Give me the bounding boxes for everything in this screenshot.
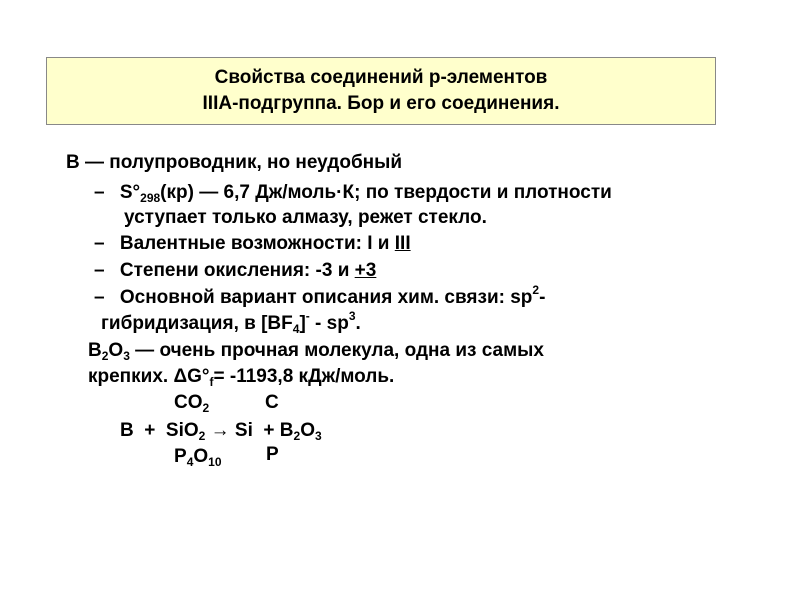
oxidation-text: Степени окисления: -3 и — [119, 260, 355, 281]
bonding-cont-a: гибридизация, в [BF — [101, 313, 293, 334]
bullet-valence — [94, 233, 411, 255]
reaction-mid-sub2: 2 — [293, 429, 301, 443]
reaction-mid-c: O — [300, 420, 315, 441]
bullet-dash: – — [94, 182, 105, 203]
bullet-dash: – — [94, 287, 105, 308]
b2o3-line2-b: = -1193,8 кДж/моль. — [213, 366, 395, 387]
bonding-cont-c: - sp — [309, 313, 349, 334]
reaction-top-left — [174, 392, 209, 414]
slide-title-line2: IIIA-подгруппа. Бор и его соединения. — [202, 93, 560, 114]
bonding-cont-d: . — [355, 313, 361, 334]
oxidation-value: +3 — [354, 260, 377, 281]
bonding-cont-sup2: 3 — [348, 309, 356, 323]
slide-title-box — [46, 57, 716, 125]
bullet-bonding — [94, 283, 546, 309]
bonding-sup: 2 — [532, 283, 540, 297]
reaction-main — [120, 420, 322, 442]
bullet-dash: – — [94, 260, 105, 281]
reaction-top-right: C — [265, 392, 279, 413]
reagent-p-a: P — [174, 446, 187, 467]
bullet-entropy — [94, 182, 612, 204]
reagent-p-b: O — [193, 446, 209, 467]
reaction-bottom-left — [174, 446, 222, 468]
b2o3-line2 — [88, 366, 394, 388]
b2o3-text: — очень прочная молекула, одна из самых — [129, 340, 544, 361]
valence-value: III — [394, 233, 411, 254]
b2o3-sub2: 3 — [123, 349, 130, 363]
reaction-mid-a: B + SiO — [120, 420, 199, 441]
b2o3-sub1: 2 — [101, 349, 109, 363]
bonding-cont-sub: 4 — [292, 322, 300, 336]
entropy-symbol: S° — [119, 182, 141, 203]
bonding-cont-sup: - — [305, 309, 310, 323]
entropy-sub: 298 — [140, 191, 161, 205]
entropy-text: (кр) — 6,7 Дж/моль·К; по твердости и плотности — [160, 182, 612, 203]
reagent-co2: CO — [174, 392, 203, 413]
reagent-p-sub1: 4 — [186, 455, 194, 469]
intro-line: B — полупроводник, но неудобный — [66, 152, 403, 173]
bullet-dash: – — [94, 233, 105, 254]
b2o3-mid: O — [108, 340, 124, 361]
bonding-cont-b: ] — [299, 313, 306, 334]
b2o3-line2-a: крепких. ΔG° — [88, 366, 210, 387]
bullet-bonding-cont — [101, 309, 361, 336]
reaction-bottom-right: P — [266, 444, 279, 465]
b2o3-pre: B — [88, 340, 102, 361]
slide-title-line1: Свойства соединений р-элементов — [214, 67, 548, 88]
reaction-mid-sub1: 2 — [198, 429, 206, 443]
reaction-mid-b: Si + B — [234, 420, 294, 441]
valence-text: Валентные возможности: I и — [119, 233, 395, 254]
bullet-entropy-cont: уступает только алмазу, режет стекло. — [124, 207, 487, 228]
b2o3-line — [88, 340, 544, 362]
reagent-p-sub2: 10 — [208, 455, 222, 469]
b2o3-line2-sub: f — [209, 375, 214, 389]
reagent-co2-sub: 2 — [202, 401, 210, 415]
reaction-arrow: → — [205, 420, 235, 441]
reaction-mid-sub3: 3 — [315, 429, 322, 443]
bonding-tail: - — [539, 287, 546, 308]
bullet-oxidation — [94, 260, 376, 282]
bonding-text: Основной вариант описания хим. связи: sp — [119, 287, 533, 308]
